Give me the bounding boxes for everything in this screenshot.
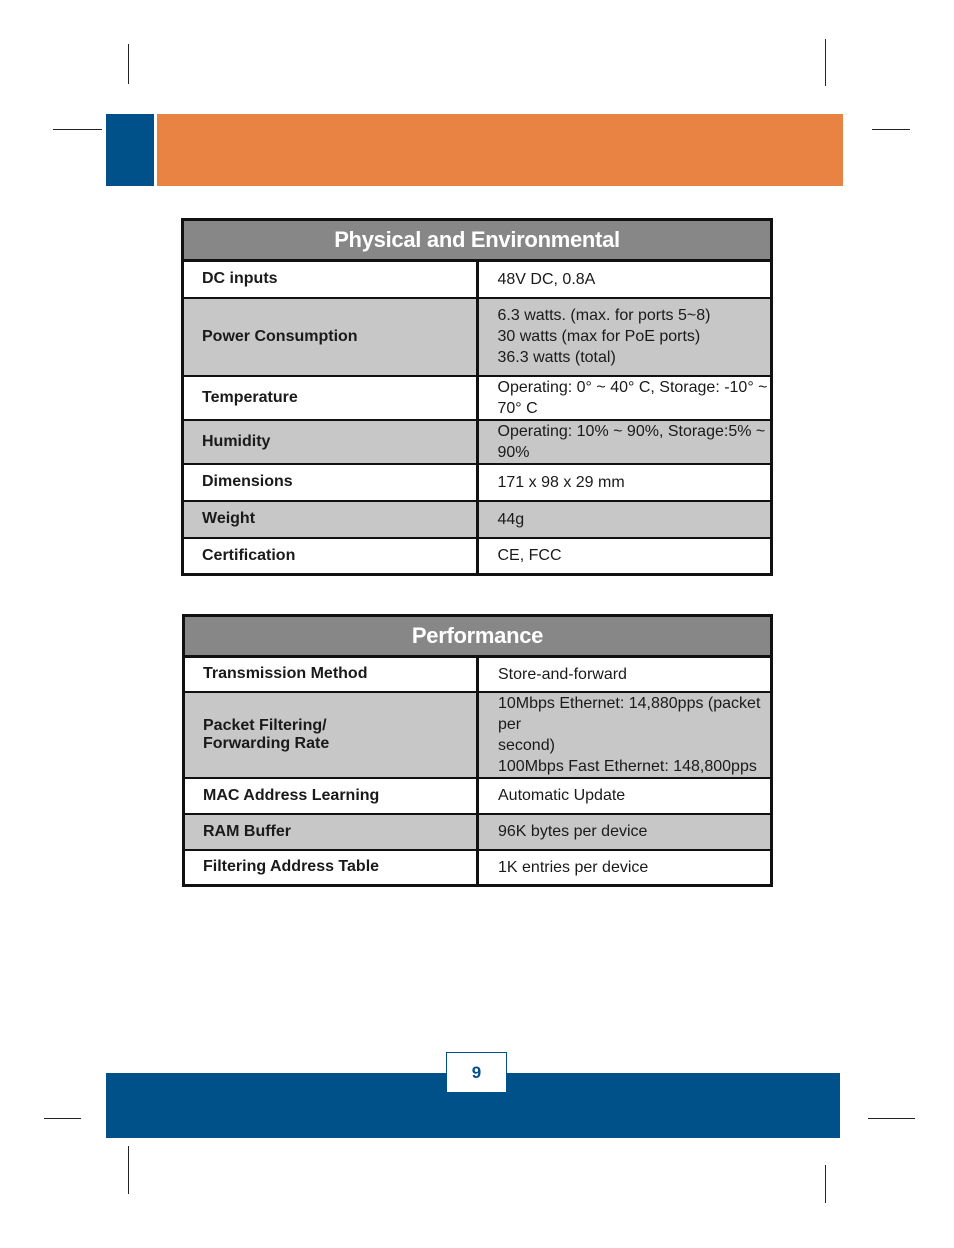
table-row bbox=[184, 814, 772, 850]
table-row bbox=[183, 298, 772, 376]
table-row bbox=[183, 538, 772, 575]
row-label: Filtering Address Table bbox=[184, 850, 478, 886]
table-row bbox=[183, 501, 772, 538]
table-title: Performance bbox=[184, 616, 772, 657]
value-line: 10Mbps Ethernet: 14,880pps (packet per bbox=[498, 694, 761, 733]
row-label: Humidity bbox=[183, 420, 478, 464]
row-label: Certification bbox=[183, 538, 478, 575]
label-line: Forwarding Rate bbox=[203, 734, 330, 752]
header-orange-band bbox=[157, 114, 843, 186]
table-row bbox=[184, 657, 772, 692]
row-label: Temperature bbox=[183, 376, 478, 420]
value-line: 30 watts (max for PoE ports) bbox=[497, 328, 701, 345]
row-label bbox=[184, 692, 478, 778]
label-line: Packet Filtering/ bbox=[203, 716, 327, 734]
row-value: 1K entries per device bbox=[478, 850, 772, 886]
table-row bbox=[183, 420, 772, 464]
row-value: 48V DC, 0.8A bbox=[477, 261, 772, 298]
row-label: MAC Address Learning bbox=[184, 778, 478, 814]
row-value: 96K bytes per device bbox=[478, 814, 772, 850]
table-row bbox=[184, 850, 772, 886]
page-number: 9 bbox=[446, 1052, 507, 1093]
row-value: 171 x 98 x 29 mm bbox=[477, 464, 772, 501]
crop-mark bbox=[872, 129, 910, 130]
header-blue-block bbox=[106, 114, 154, 186]
row-label: RAM Buffer bbox=[184, 814, 478, 850]
row-label: Transmission Method bbox=[184, 657, 478, 692]
value-line: 100Mbps Fast Ethernet: 148,800pps bbox=[498, 757, 757, 775]
row-label: Power Consumption bbox=[183, 298, 478, 376]
table-row bbox=[183, 376, 772, 420]
value-line: second) bbox=[498, 736, 555, 754]
crop-mark bbox=[128, 1146, 129, 1194]
row-label: Dimensions bbox=[183, 464, 478, 501]
table-title: Physical and Environmental bbox=[183, 220, 772, 261]
crop-mark bbox=[868, 1118, 915, 1119]
crop-mark bbox=[44, 1118, 81, 1119]
table-row bbox=[184, 692, 772, 778]
crop-mark bbox=[825, 1165, 826, 1203]
table-row bbox=[183, 464, 772, 501]
row-value: Automatic Update bbox=[478, 778, 772, 814]
crop-mark bbox=[825, 39, 826, 86]
crop-mark bbox=[53, 129, 102, 130]
row-label: DC inputs bbox=[183, 261, 478, 298]
physical-environmental-table bbox=[181, 218, 773, 576]
row-value: 44g bbox=[477, 501, 772, 538]
row-value: Store-and-forward bbox=[478, 657, 772, 692]
row-value bbox=[478, 692, 772, 778]
value-line: 36.3 watts (total) bbox=[497, 349, 616, 366]
row-label: Weight bbox=[183, 501, 478, 538]
row-value: CE, FCC bbox=[477, 538, 772, 575]
performance-table bbox=[182, 614, 773, 887]
value-line: 6.3 watts. (max. for ports 5~8) bbox=[497, 307, 711, 324]
table-row bbox=[183, 261, 772, 298]
crop-mark bbox=[128, 44, 129, 84]
row-value: Operating: 0° ~ 40° C, Storage: -10° ~ 70° C bbox=[477, 376, 772, 420]
table-row bbox=[184, 778, 772, 814]
row-value: Operating: 10% ~ 90%, Storage:5% ~ 90% bbox=[477, 420, 772, 464]
row-value bbox=[477, 298, 772, 376]
